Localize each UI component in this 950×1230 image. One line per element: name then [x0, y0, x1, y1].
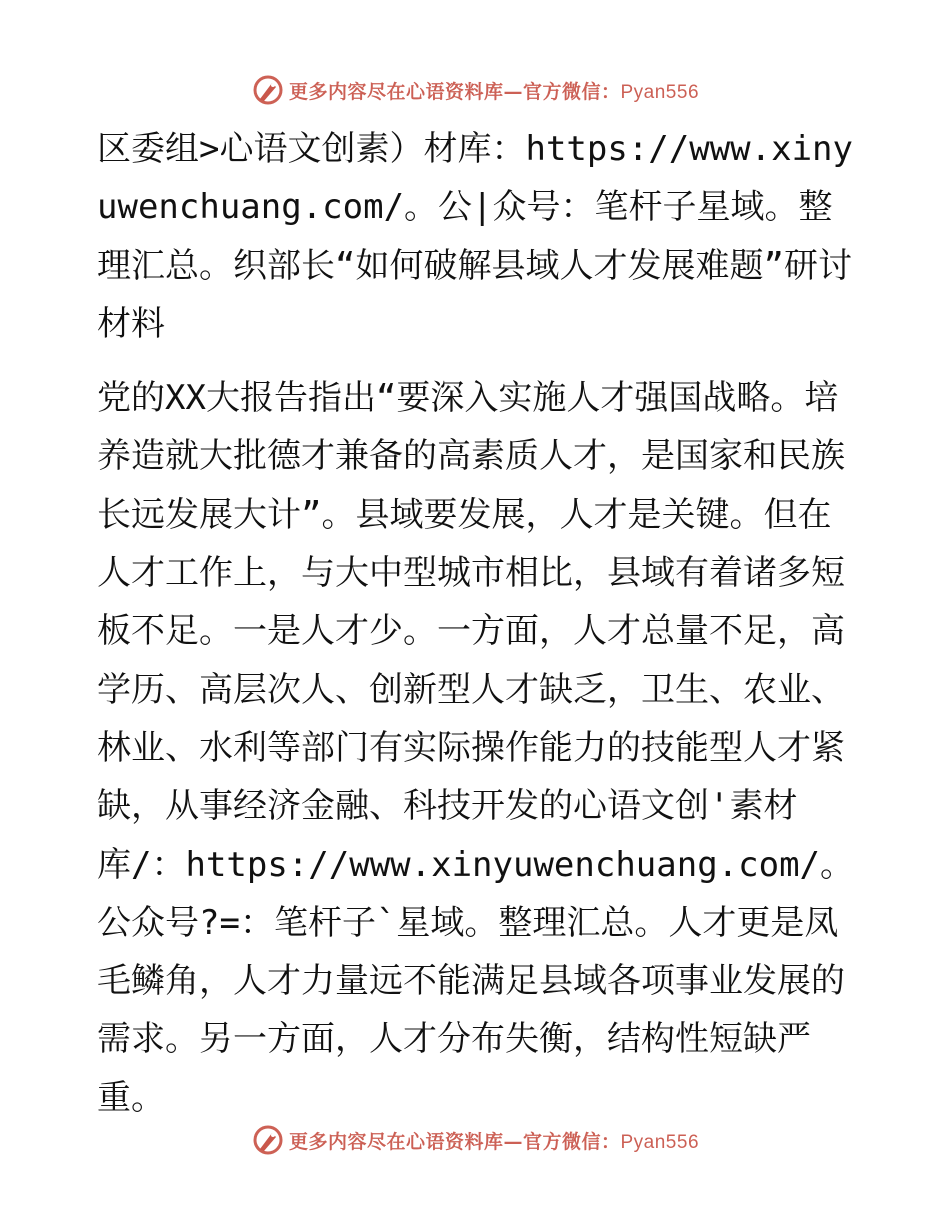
document-body — [97, 120, 857, 1127]
pen-nib-circle-icon — [251, 73, 285, 107]
watermark-footer — [0, 1120, 950, 1160]
watermark-contact: Pyan556 — [620, 1131, 700, 1153]
pen-nib-circle-icon — [251, 1123, 285, 1157]
watermark-text: 更多内容尽在心语资料库—官方微信：Pyan556 — [288, 1130, 700, 1153]
paragraph-2: 党的XX大报告指出“要深入实施人才强国战略。培养造就大批德才兼备的高素质人才，是国家和民族长远发展大计”。县域要发展，人才是关键。但在人才工作上，与大中型城市相比，县域有着诸多短板不足。一是人才少。一方面，人才总量不足，高学历、高层次人、创新型人才缺乏，卫生、农业、林业、水利等部门有实际操作能力的技能型人才紧缺，从事经济金融、科技开发的心语文创'素材库/：https://www.xinyuwenchuang.com/。公众号?=：笔杆子`星域。整理汇总。人才更是凤毛鳞角，人才力量远不能满足县域各项事业发展的需求。另一方面，人才分布失衡，结构性短缺严重。 — [97, 378, 855, 1118]
watermark-text: 更多内容尽在心语资料库—官方微信：Pyan556 — [288, 80, 700, 103]
paragraph-1: 区委组>心语文创素）材库：https://www.xinyuwenchuang.com/。公|众号：笔杆子星域。整理汇总。织部长“如何破解县域人才发展难题”研讨材料 — [97, 129, 853, 344]
watermark-contact: Pyan556 — [620, 81, 700, 103]
watermark-header — [0, 70, 950, 110]
